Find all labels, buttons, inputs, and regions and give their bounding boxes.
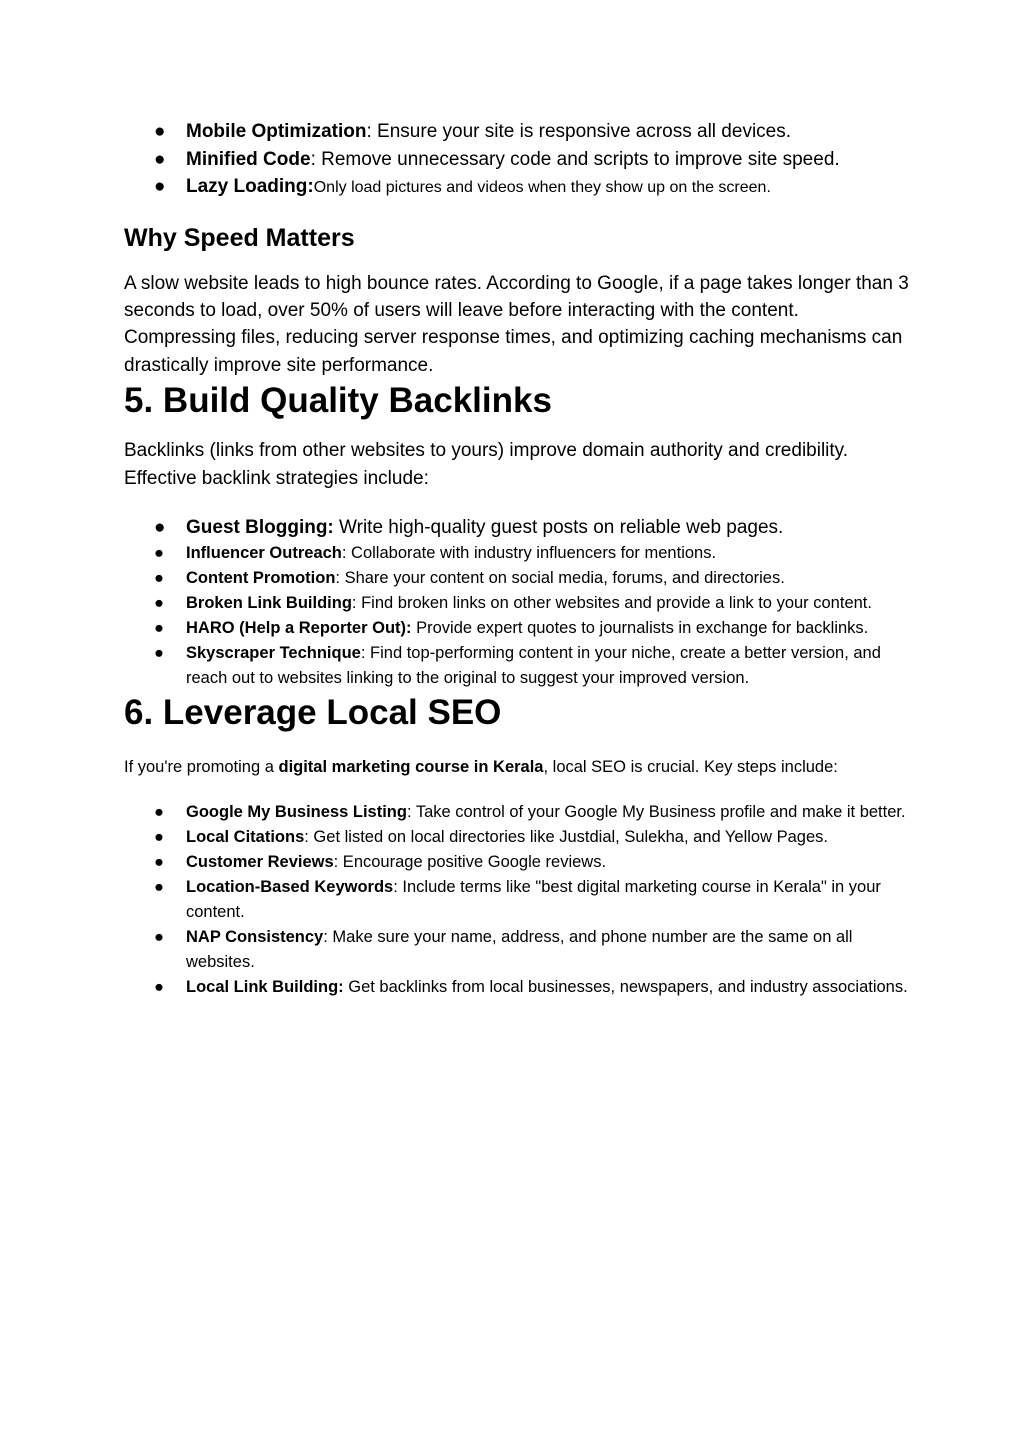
- list-item: [124, 146, 914, 174]
- bullet-icon: ●: [154, 802, 164, 821]
- section-5-intro: Backlinks (links from other websites to yours) improve domain authority and credibility. Effective backlink strategies include:: [124, 440, 849, 489]
- list-item-term: Customer Reviews: [186, 852, 334, 871]
- list-item-term: Influencer Outreach: [186, 543, 342, 562]
- list-item-term: Skyscraper Technique: [186, 643, 361, 662]
- list-item-term: Mobile Optimization: [186, 121, 367, 142]
- list-item-text: Only load pictures and videos when they show up on the screen.: [313, 179, 771, 196]
- section-5-heading: 5. Build Quality Backlinks: [124, 381, 552, 421]
- list-item-term: Location-Based Keywords: [186, 877, 394, 896]
- list-item: [124, 641, 914, 691]
- list-item: [124, 875, 914, 925]
- list-item: [124, 616, 914, 641]
- list-item-text: : Encourage positive Google reviews.: [333, 852, 607, 871]
- list-item-text: : Remove unnecessary code and scripts to improve site speed.: [310, 148, 840, 170]
- list-item: [124, 850, 914, 875]
- local-seo-steps-list: [124, 800, 914, 1000]
- bullet-icon: ●: [154, 543, 164, 562]
- list-item-term: Local Citations: [186, 827, 305, 846]
- bullet-icon: ●: [154, 852, 164, 871]
- list-item-term: Lazy Loading:: [186, 176, 314, 197]
- bullet-icon: ●: [154, 927, 164, 946]
- list-item-text: : Make sure your name, address, and phone number are the same on all websites.: [186, 927, 853, 971]
- list-item: [124, 825, 914, 850]
- list-item-term: Google My Business Listing: [186, 802, 407, 821]
- list-item-term: NAP Consistency: [186, 927, 324, 946]
- bullet-icon: ●: [154, 618, 164, 637]
- section-6-intro: [124, 755, 914, 780]
- list-item-text: : Get listed on local directories like Justdial, Sulekha, and Yellow Pages.: [304, 827, 828, 846]
- list-item-term: Minified Code: [186, 148, 311, 170]
- list-item-text: : Find broken links on other websites and provide a link to your content.: [351, 593, 872, 612]
- section-6-intro-pre: If you're promoting a: [124, 757, 279, 776]
- list-item: [124, 975, 914, 1000]
- list-item-term: Local Link Building:: [186, 977, 344, 996]
- list-item: [124, 566, 914, 591]
- list-item-term: Broken Link Building: [186, 593, 352, 612]
- list-item-text: : Collaborate with industry influencers for mentions.: [341, 543, 717, 562]
- bullet-icon: ●: [154, 643, 164, 662]
- section-6-intro-keyword: digital marketing course in Kerala: [278, 757, 544, 776]
- section-6-intro-post: , local SEO is crucial. Key steps include:: [543, 757, 838, 776]
- list-item-text: : Take control of your Google My Business profile and make it better.: [406, 802, 906, 821]
- bullet-icon: ●: [154, 568, 164, 587]
- bullet-icon: ●: [154, 877, 164, 896]
- list-item-text: : Share your content on social media, forums, and directories.: [335, 568, 785, 587]
- list-item: [124, 514, 914, 541]
- backlink-strategies-list: [124, 514, 914, 691]
- section-6-heading: 6. Leverage Local SEO: [124, 692, 502, 732]
- list-item-text: Get backlinks from local businesses, newspapers, and industry associations.: [343, 977, 908, 996]
- speed-paragraph: A slow website leads to high bounce rates. According to Google, if a page takes longer than 3 seconds to load, over 50% of users will leave before interacting with the content. Compressing files, reducing server response times, and optimizing caching mechanisms can drastically improve site performance.: [124, 272, 909, 376]
- list-item-text: : Find top-performing content in your niche, create a better version, and reach out to websites linking to the original to suggest your improved version.: [186, 643, 881, 687]
- bullet-icon: ●: [154, 148, 166, 170]
- list-item: [124, 173, 914, 202]
- list-item-term: Content Promotion: [186, 568, 336, 587]
- speed-techniques-list: [124, 118, 914, 202]
- bullet-icon: ●: [154, 516, 166, 538]
- list-item: [124, 541, 914, 566]
- list-item-text: : Ensure your site is responsive across all devices.: [366, 121, 792, 142]
- list-item-text: Write high-quality guest posts on reliable web pages.: [333, 516, 784, 538]
- document-content: [124, 118, 914, 1000]
- list-item-text: : Include terms like "best digital marketing course in Kerala" in your content.: [186, 877, 881, 921]
- list-item: [124, 591, 914, 616]
- bullet-icon: ●: [154, 593, 164, 612]
- list-item-term: Guest Blogging:: [186, 516, 334, 538]
- list-item: [124, 925, 914, 975]
- bullet-icon: ●: [154, 977, 164, 996]
- list-item-term: HARO (Help a Reporter Out):: [186, 618, 412, 637]
- speed-heading: Why Speed Matters: [124, 223, 355, 252]
- list-item: [124, 118, 914, 146]
- bullet-icon: ●: [154, 176, 166, 197]
- bullet-icon: ●: [154, 827, 164, 846]
- list-item-text: Provide expert quotes to journalists in exchange for backlinks.: [411, 618, 869, 637]
- bullet-icon: ●: [154, 121, 166, 142]
- list-item: [124, 800, 914, 825]
